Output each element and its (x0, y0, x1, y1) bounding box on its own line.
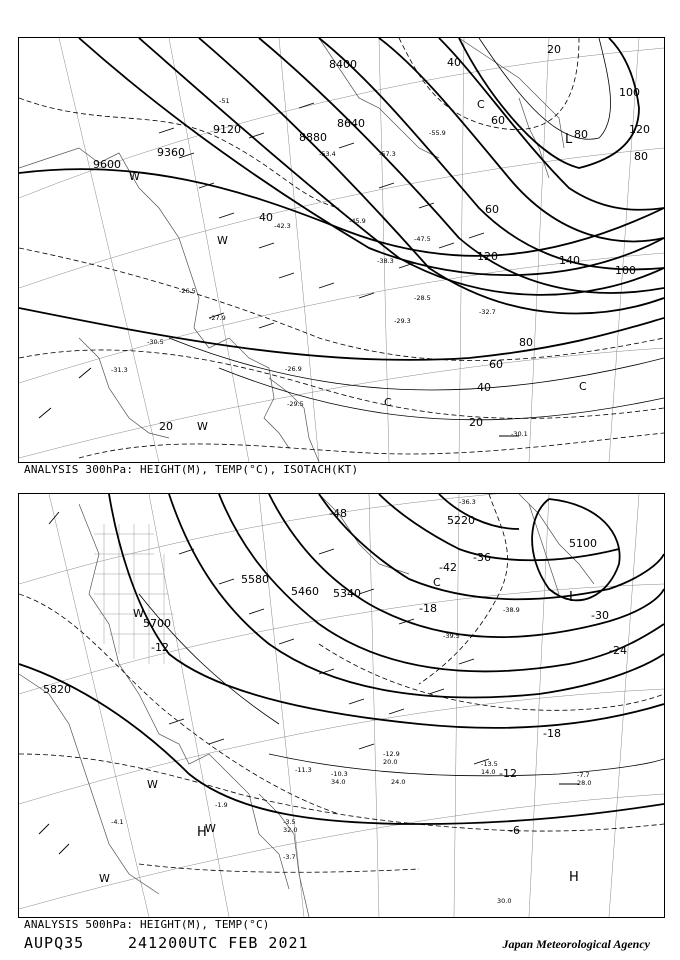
temp-contour-label: -18 (419, 602, 437, 615)
height-label: 8640 (337, 117, 365, 130)
isotach-label: 80 (519, 336, 533, 349)
temperature-reading: -42.3 (274, 222, 291, 230)
temperature-reading: -27.9 (209, 314, 226, 322)
analysis-300hpa-map (18, 37, 665, 463)
temp-contour-label: -24 (609, 644, 627, 657)
height-label: 5220 (447, 514, 475, 527)
isotach-label: 20 (469, 416, 483, 429)
temp-contour-label: -18 (543, 727, 561, 740)
temperature-reading: -45.9 (349, 217, 366, 225)
isotach-label: 60 (491, 114, 505, 127)
temperature-reading: -28.5 (414, 294, 431, 302)
height-label: 9120 (213, 123, 241, 136)
temperature-reading: -11.3 (295, 766, 312, 774)
height-label: 9360 (157, 146, 185, 159)
temperature-reading: -55.9 (429, 129, 446, 137)
temperature-reading: -26.9 (285, 365, 302, 373)
height-label: 5580 (241, 573, 269, 586)
chart-code: AUPQ35 (24, 934, 85, 952)
temperature-reading: -3.7 (283, 853, 296, 861)
analysis-500hpa-map (18, 493, 665, 918)
temp-contour-label: -12 (151, 641, 169, 654)
temperature-reading: -13.5 (481, 760, 498, 768)
isotach-label: 20 (159, 420, 173, 433)
temperature-contours (19, 38, 664, 458)
cold-center-symbol: C (477, 98, 485, 111)
temperature-reading: 14.0 (481, 768, 496, 776)
temperature-reading: -30.5 (147, 338, 164, 346)
temperature-reading: 28.0 (577, 779, 592, 787)
isotach-label: 120 (477, 250, 498, 263)
caption-500hpa: ANALYSIS 500hPa: HEIGHT(M), TEMP(°C) (24, 918, 270, 931)
height-label: 8880 (299, 131, 327, 144)
isotach-label: 120 (629, 123, 650, 136)
isotach-label: 80 (634, 150, 648, 163)
warm-center-symbol: W (205, 822, 216, 835)
temp-contour-label: -42 (439, 561, 457, 574)
map-500hpa-canvas (19, 494, 664, 917)
high-center-symbol: H (197, 825, 207, 840)
warm-center-symbol: W (147, 778, 158, 791)
low-center-symbol: L (565, 132, 573, 147)
isotach-label: 40 (477, 381, 491, 394)
temperature-reading: -7.7 (577, 771, 590, 779)
temperature-reading: -1.9 (215, 801, 228, 809)
temperature-reading: -36.3 (459, 498, 476, 506)
isotach-label: 80 (574, 128, 588, 141)
agency-name: Japan Meteorological Agency (502, 937, 650, 951)
isotach-label: 100 (615, 264, 636, 277)
isotach-label: 20 (547, 43, 561, 56)
temperature-reading: -4.1 (111, 818, 124, 826)
cold-center-symbol: C (433, 576, 441, 589)
cold-center-symbol: C (579, 380, 587, 393)
temperature-reading: 34.0 (331, 778, 346, 786)
temperature-reading: -38.3 (377, 257, 394, 265)
temperature-reading: 24.0 (391, 778, 406, 786)
height-label: 9600 (93, 158, 121, 171)
temperature-reading: -10.3 (331, 770, 348, 778)
isotach-label: 40 (447, 56, 461, 69)
temperature-reading: -29.5 (287, 400, 304, 408)
isotach-label: 100 (619, 86, 640, 99)
warm-center-symbol: W (129, 170, 140, 183)
height-contours (19, 38, 664, 360)
temperature-reading: -3.5 (283, 818, 296, 826)
temperature-reading: -38.9 (503, 606, 520, 614)
temperature-reading: 30.0 (497, 897, 512, 905)
temp-contour-label: -30 (591, 609, 609, 622)
temperature-reading: 32.0 (283, 826, 298, 834)
height-label: 8400 (329, 58, 357, 71)
height-label: 5700 (143, 617, 171, 630)
temperature-reading: -26.5 (179, 287, 196, 295)
isotach-contours (169, 38, 664, 420)
warm-center-symbol: W (133, 607, 144, 620)
height-label: 5460 (291, 585, 319, 598)
warm-center-symbol: W (217, 234, 228, 247)
temperature-reading: -12.9 (383, 750, 400, 758)
map-300hpa-canvas (19, 38, 664, 462)
temperature-reading: -29.3 (394, 317, 411, 325)
isotach-label: 60 (485, 203, 499, 216)
height-label: 5340 (333, 587, 361, 600)
high-center-symbol: H (569, 870, 579, 885)
temperature-reading: -47.5 (414, 235, 431, 243)
temperature-reading: -53.4 (319, 150, 336, 158)
valid-time: 241200UTC FEB 2021 (128, 934, 309, 952)
temperature-reading: -51 (219, 97, 230, 105)
isotach-label: 40 (259, 211, 273, 224)
height-label: 5820 (43, 683, 71, 696)
height-label: 5100 (569, 537, 597, 550)
temp-contour-label: -6 (509, 824, 520, 837)
temperature-reading: -39.5 (443, 632, 460, 640)
caption-300hpa: ANALYSIS 300hPa: HEIGHT(M), TEMP(°C), ISOTACH(KT) (24, 463, 359, 476)
isotach-label: 140 (559, 254, 580, 267)
temperature-reading: -57.3 (379, 150, 396, 158)
isotach-label: 60 (489, 358, 503, 371)
temperature-reading: -32.7 (479, 308, 496, 316)
low-center-symbol: L (569, 590, 577, 605)
temp-contour-label: -48 (329, 507, 347, 520)
temperature-reading: 20.0 (383, 758, 398, 766)
temperature-reading: -30.1 (511, 430, 528, 438)
temp-contour-label: -36 (473, 551, 491, 564)
warm-center-symbol: W (99, 872, 110, 885)
temperature-reading: -31.3 (111, 366, 128, 374)
wind-barbs (39, 512, 579, 854)
warm-center-symbol: W (197, 420, 208, 433)
temp-contour-label: -12 (499, 767, 517, 780)
cold-center-symbol: C (384, 396, 392, 409)
